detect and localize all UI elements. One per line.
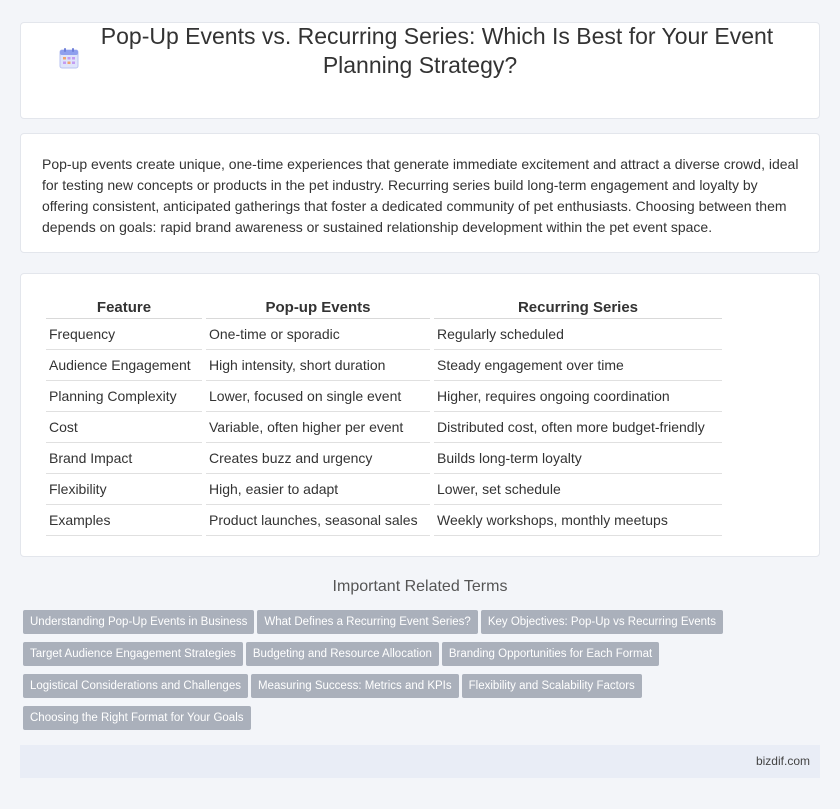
cell-recurring: Steady engagement over time: [434, 350, 722, 381]
cell-recurring: Lower, set schedule: [434, 474, 722, 505]
page-title: [0, 22, 840, 80]
intro-card: [20, 133, 820, 253]
cell-recurring: Weekly workshops, monthly meetups: [434, 505, 722, 536]
comparison-card: [20, 273, 820, 557]
related-term-tag[interactable]: Logistical Considerations and Challenges: [23, 674, 248, 698]
related-terms-heading: Important Related Terms: [332, 578, 508, 595]
footer: [20, 745, 820, 778]
cell-feature: Audience Engagement: [46, 350, 202, 381]
cell-recurring: Builds long-term loyalty: [434, 443, 722, 474]
cell-recurring: Higher, requires ongoing coordination: [434, 381, 722, 412]
table-row: [46, 443, 722, 474]
cell-feature: Flexibility: [46, 474, 202, 505]
cell-pop-up: High, easier to adapt: [206, 474, 430, 505]
table-row: [46, 350, 722, 381]
page-title-line-2: Planning Strategy?: [322, 52, 518, 78]
cell-recurring: Distributed cost, often more budget-friendly: [434, 412, 722, 443]
cell-recurring: Regularly scheduled: [434, 319, 722, 350]
cell-pop-up: High intensity, short duration: [206, 350, 430, 381]
related-term-tag[interactable]: What Defines a Recurring Event Series?: [257, 610, 477, 634]
cell-pop-up: Variable, often higher per event: [206, 412, 430, 443]
related-term-tag[interactable]: Measuring Success: Metrics and KPIs: [251, 674, 459, 698]
comparison-table: [42, 296, 726, 536]
table-row: [46, 505, 722, 536]
related-term-tag[interactable]: Flexibility and Scalability Factors: [462, 674, 642, 698]
cell-pop-up: One-time or sporadic: [206, 319, 430, 350]
related-term-tag[interactable]: Key Objectives: Pop-Up vs Recurring Events: [481, 610, 723, 634]
header-pop-up-events: Pop-up Events: [206, 296, 430, 319]
intro-paragraph: Pop-up events create unique, one-time experiences that generate immediate excitement and attract a diverse crowd, ideal for testing new concepts or products in the pet industry. Recurring series build long-term engagement and loyalty by offering consistent, anticipated gatherings that foster a dedicated community of pet enthusiasts. Choosing between them depends on goals: rapid brand awareness or sustained relationship development within the pet event space.: [42, 156, 799, 235]
related-terms-tags: [23, 610, 783, 738]
table-row: [46, 319, 722, 350]
related-term-tag[interactable]: Branding Opportunities for Each Format: [442, 642, 659, 666]
page-title-line-1: Pop-Up Events vs. Recurring Series: Which Is Best for Your Event: [100, 23, 774, 49]
cell-feature: Cost: [46, 412, 202, 443]
cell-pop-up: Product launches, seasonal sales: [206, 505, 430, 536]
cell-feature: Brand Impact: [46, 443, 202, 474]
cell-pop-up: Lower, focused on single event: [206, 381, 430, 412]
related-term-tag[interactable]: Target Audience Engagement Strategies: [23, 642, 243, 666]
footer-site-link[interactable]: bizdif.com: [755, 754, 810, 768]
cell-pop-up: Creates buzz and urgency: [206, 443, 430, 474]
cell-feature: Frequency: [46, 319, 202, 350]
related-term-tag[interactable]: Choosing the Right Format for Your Goals: [23, 706, 251, 730]
cell-feature: Examples: [46, 505, 202, 536]
header-recurring-series: Recurring Series: [434, 296, 722, 319]
related-term-tag[interactable]: Understanding Pop-Up Events in Business: [23, 610, 254, 634]
table-row: [46, 381, 722, 412]
table-row: [46, 412, 722, 443]
table-header-row: [46, 296, 722, 319]
header-feature: Feature: [46, 296, 202, 319]
cell-feature: Planning Complexity: [46, 381, 202, 412]
related-term-tag[interactable]: Budgeting and Resource Allocation: [246, 642, 439, 666]
table-row: [46, 474, 722, 505]
